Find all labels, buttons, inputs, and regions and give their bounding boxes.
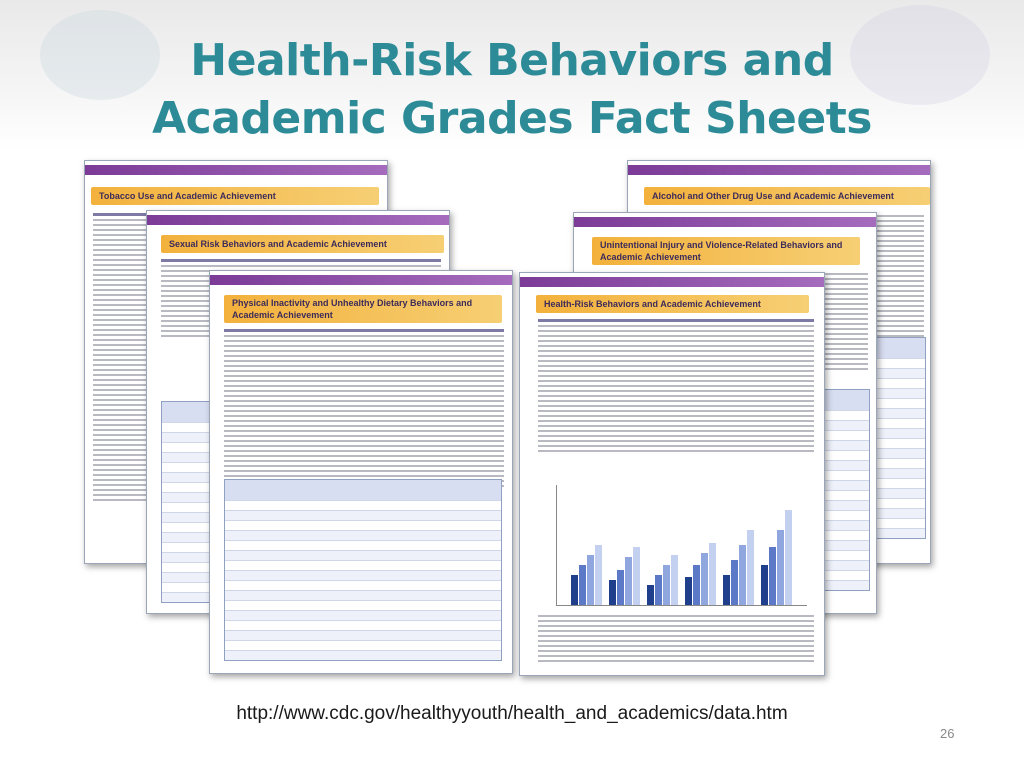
chart-bar — [633, 547, 640, 605]
title-line-2: Academic Grades Fact Sheets — [152, 93, 872, 144]
chart-bar — [671, 555, 678, 605]
sheet-text — [224, 329, 504, 490]
slide-title — [0, 32, 1024, 148]
chart-bar — [769, 547, 776, 605]
chart-bar — [647, 585, 654, 605]
chart-bar — [617, 570, 624, 605]
chart-bar — [739, 545, 746, 605]
sheet-header-bar — [210, 275, 512, 285]
sheet-header-bar — [628, 165, 930, 175]
chart-bar — [655, 575, 662, 605]
sheet-banner: Physical Inactivity and Unhealthy Dietary Behaviors and Academic Achievement — [224, 295, 502, 323]
sheet-banner: Tobacco Use and Academic Achievement — [91, 187, 379, 205]
chart-bar — [693, 565, 700, 605]
title-line-1: Health-Risk Behaviors and — [190, 35, 834, 86]
chart-bar — [595, 545, 602, 605]
sheet-table — [824, 389, 870, 591]
chart-bar — [685, 577, 692, 605]
chart-bar — [747, 530, 754, 605]
sheet-text — [824, 273, 868, 373]
chart-bar — [625, 557, 632, 605]
chart-bar — [709, 543, 716, 605]
chart-bar — [609, 580, 616, 605]
chart-bar — [723, 575, 730, 605]
sheet-text — [538, 319, 814, 455]
chart-bar — [701, 553, 708, 605]
chart-bar — [571, 575, 578, 605]
chart-bar — [587, 555, 594, 605]
sheet-text — [874, 215, 924, 340]
sheet-table — [224, 479, 502, 661]
sheet-banner: Health-Risk Behaviors and Academic Achievement — [536, 295, 809, 313]
source-url[interactable]: http://www.cdc.gov/healthyyouth/health_and_academics/data.htm — [236, 703, 788, 724]
bar-chart — [556, 485, 807, 606]
sheet-banner: Sexual Risk Behaviors and Academic Achievement — [161, 235, 444, 253]
sheet-banner: Alcohol and Other Drug Use and Academic Achievement — [644, 187, 930, 205]
page-number: 26 — [940, 726, 955, 741]
sheet-header-bar — [85, 165, 387, 175]
fact-sheet-health-risk — [519, 272, 825, 676]
fact-sheet-inactivity — [209, 270, 513, 674]
chart-bar — [761, 565, 768, 605]
sheet-header-bar — [147, 215, 449, 225]
sheet-banner: Unintentional Injury and Violence-Related Behaviors and Academic Achievement — [592, 237, 860, 265]
sheet-header-bar — [574, 217, 876, 227]
chart-bar — [777, 530, 784, 605]
chart-bar — [731, 560, 738, 605]
chart-bar — [663, 565, 670, 605]
chart-bar — [579, 565, 586, 605]
chart-bar — [785, 510, 792, 605]
sheet-table — [874, 337, 926, 539]
sheet-header-bar — [520, 277, 824, 287]
sheet-footnote — [538, 615, 814, 665]
